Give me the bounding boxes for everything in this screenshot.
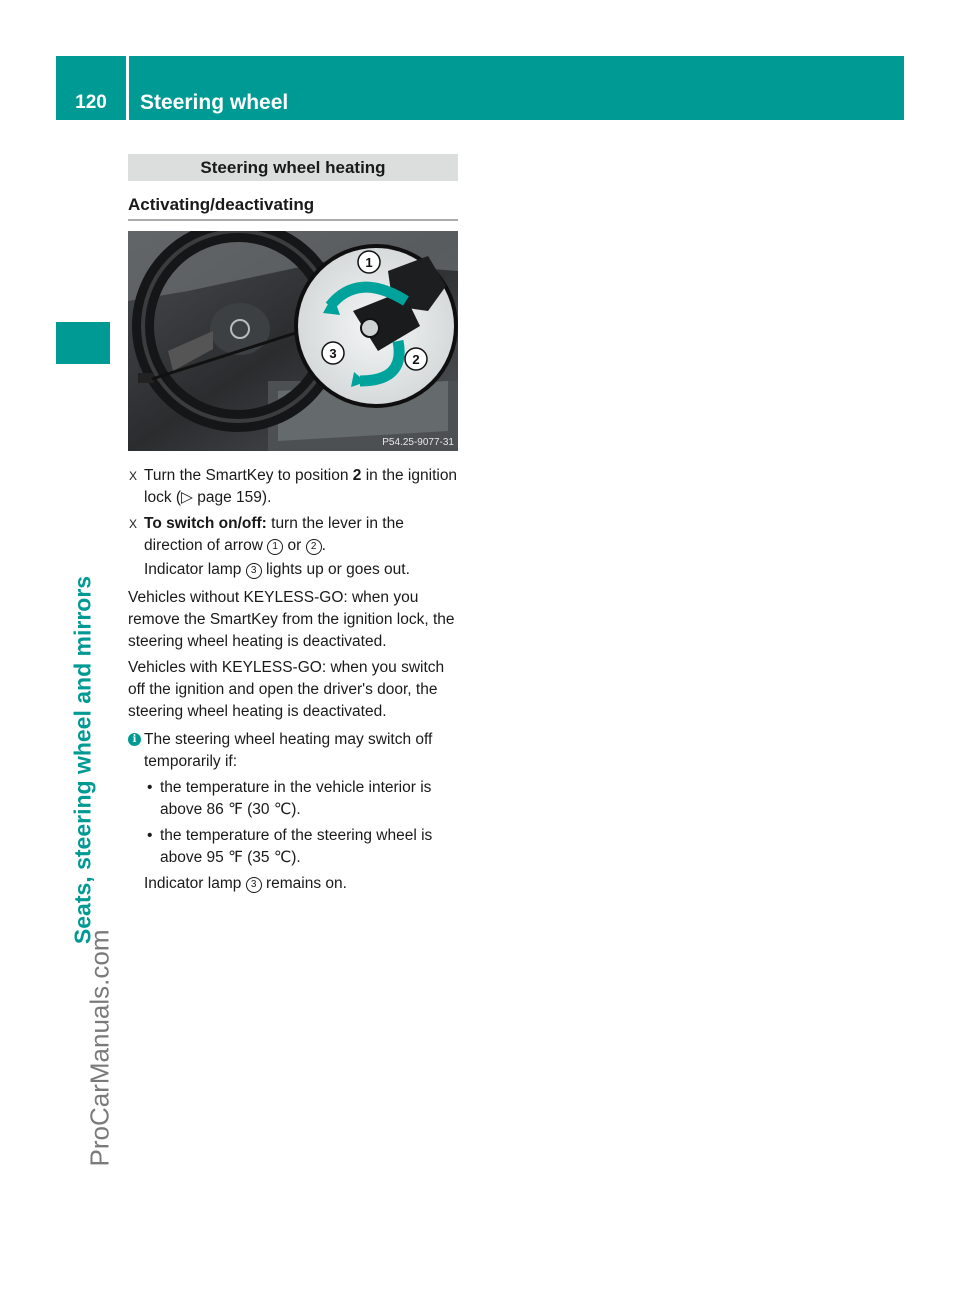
side-tab (56, 322, 110, 364)
closing-line: Indicator lamp 3 remains on. (144, 875, 347, 892)
indicator-line: Indicator lamp 3 lights up or goes out. (144, 561, 410, 578)
header-bar (56, 56, 904, 120)
step-2: X To switch on/off: turn the lever in the direction of arrow 1 or 2 . (129, 515, 404, 554)
ref-3: 3 (246, 563, 262, 579)
section-title: Steering wheel heating (128, 154, 458, 181)
ref-2: 2 (306, 539, 322, 555)
callout-2: 2 (412, 352, 420, 367)
bullet-item: • the temperature in the vehicle interior is above 86 ℉ (30 ℃). (147, 779, 432, 818)
watermark: ProCarManuals.com (84, 929, 115, 1167)
page-number: 120 (75, 92, 107, 113)
callout-1: 1 (365, 255, 373, 270)
bullet-item: • the temperature of the steering wheel is above 95 ℉ (35 ℃). (147, 827, 433, 866)
figure-code: P54.25-9077-31 (382, 437, 454, 448)
info-note: i The steering wheel heating may switch off temporarily if: (128, 729, 458, 773)
callout-3: 3 (329, 346, 337, 361)
ref-1: 1 (267, 539, 283, 555)
subheading: Activating/deactivating (128, 195, 458, 221)
step-marker: X (129, 469, 138, 483)
chapter-title: Steering wheel (140, 91, 289, 114)
info-icon: i (128, 733, 141, 746)
ref-3: 3 (246, 877, 262, 893)
side-tab-label: Seats, steering wheel and mirrors (69, 575, 96, 945)
content-column (128, 154, 458, 895)
step-1: X Turn the SmartKey to position 2 in the ignition lock (▷ page 159). (129, 467, 458, 506)
paragraph-without-keyless: Vehicles without KEYLESS-GO: when you remove the SmartKey from the ignition lock, the steering wheel heating is deactivated. (128, 589, 455, 650)
steering-wheel-illustration (128, 231, 458, 451)
figure-steering-wheel (128, 231, 458, 451)
paragraph-with-keyless: Vehicles with KEYLESS-GO: when you switch off the ignition and open the driver's door, the steering wheel heating is deactivated. (128, 659, 445, 720)
header-divider (126, 56, 129, 120)
step-marker: X (129, 517, 138, 531)
